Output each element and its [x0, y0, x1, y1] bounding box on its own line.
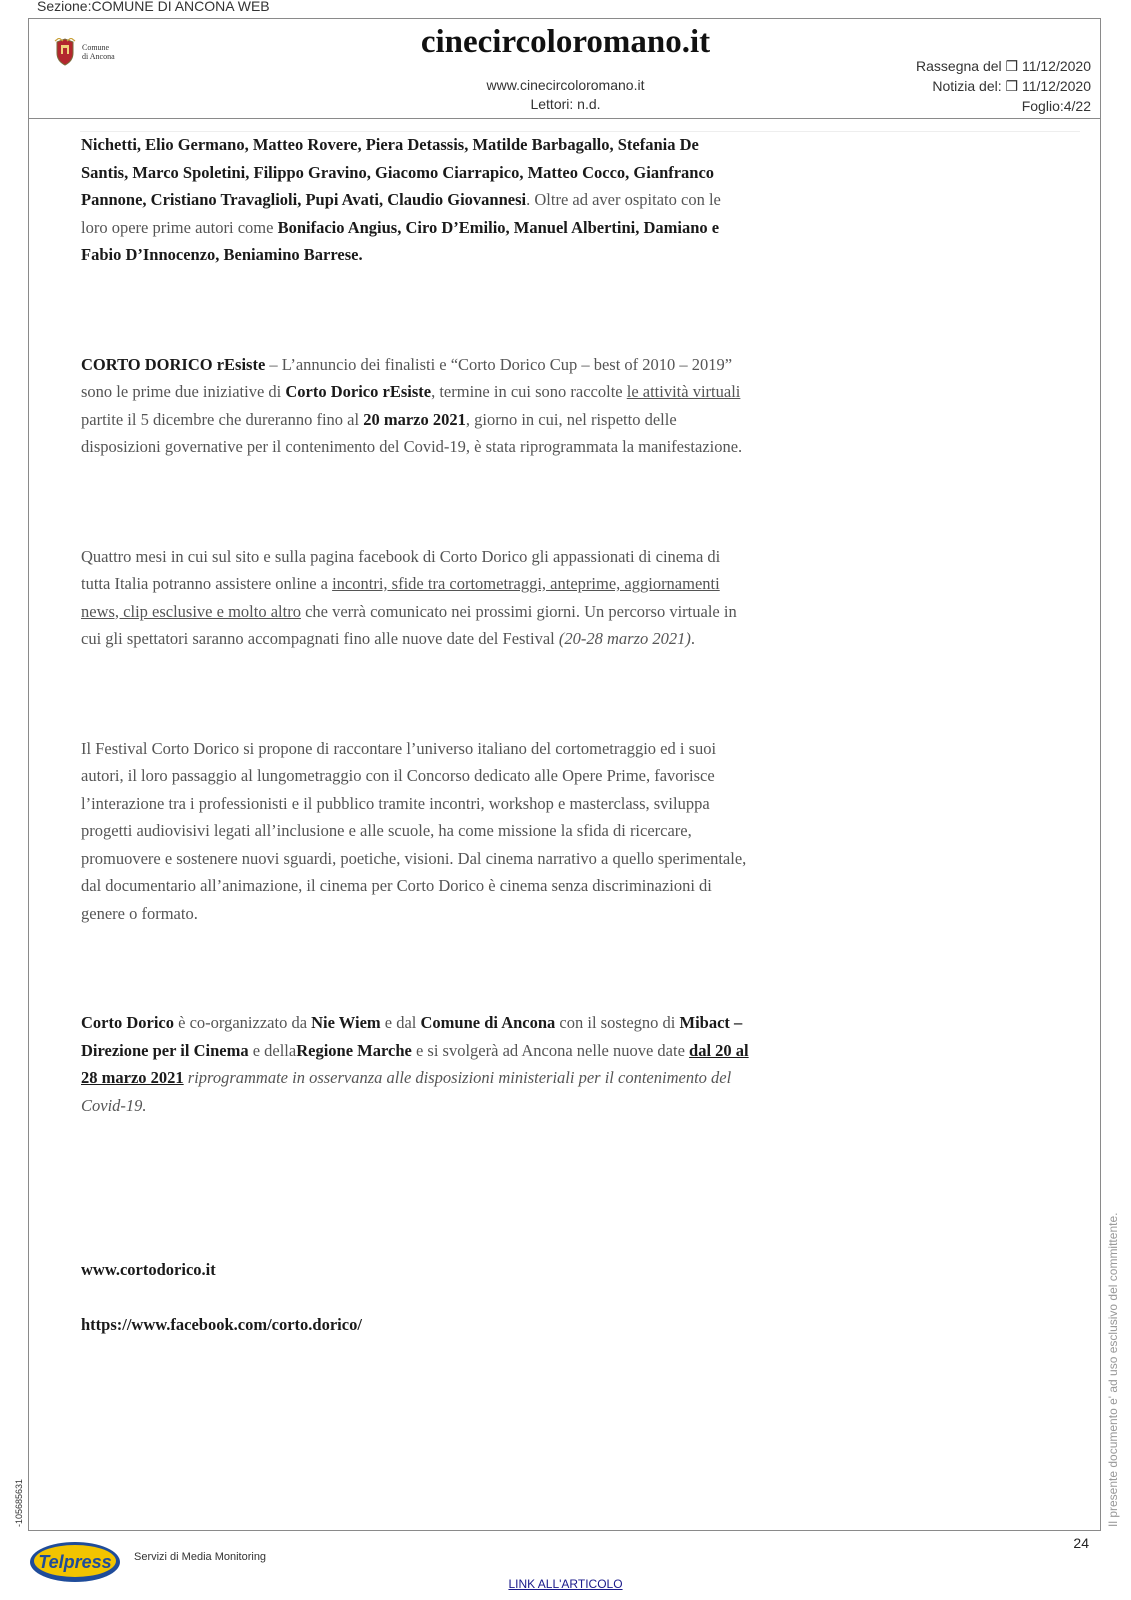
source-url: www.cinecircoloromano.it [486, 77, 645, 93]
text-run: e si svolgerà ad Ancona nelle nuove date [411, 1040, 690, 1060]
text-run: . Oltre ad aver ospitato con le loro opere prime autori come [81, 190, 721, 237]
text-run: e dal [380, 1013, 421, 1032]
readers-count: Lettori: n.d. [530, 96, 601, 112]
paragraph-organizers [81, 1009, 749, 1119]
text-run: . [690, 629, 696, 648]
text-run: incontri, sfide tra cortometraggi, anteprime, aggiornamenti news, clip esclusive e molto altro [81, 574, 720, 621]
text-run: Regione Marche [296, 1040, 412, 1060]
site-link[interactable]: www.cortodorico.it [81, 1260, 216, 1279]
text-run: le attività virtuali [626, 382, 741, 401]
notizia-date: Notizia del: ❒ 11/12/2020 [932, 78, 1091, 94]
article-body [81, 131, 749, 1338]
footer-service: Servizi di Media Monitoring [134, 1551, 267, 1563]
paragraph-festival [81, 735, 749, 928]
logo-line1: Comune [82, 43, 110, 52]
disclaimer-note: Il presente documento e' ad uso esclusivo del committente. [1106, 1212, 1120, 1527]
telpress-logo-text: Telpress [38, 1552, 112, 1572]
text-run: Comune di Ancona [420, 1013, 556, 1032]
paragraph-resiste [81, 351, 749, 461]
text-run: Bonifacio Angius, Ciro D’Emilio, Manuel Albertini, Damiano e Fabio D’Innocenzo, Beniamino Barrese. [81, 217, 720, 264]
article-link-container [0, 1577, 1131, 1591]
text-run: partite il 5 dicembre che dureranno fino al [81, 409, 364, 429]
text-run: , giorno in cui, nel rispetto delle disposizioni governative per il contenimento del Covid-19, è stata riprogrammata la manifestazione. [81, 409, 743, 456]
paragraph-four-months [81, 543, 749, 653]
text-run: Nichetti, Elio Germano, Matteo Rovere, Piera Detassis, Matilde Barbagallo, Stefania De Santis, Marco Spoletini, Filippo Gravino, Giacomo Ciarrapico, Matteo Cocco, Gianfranco Pannone, Cristiano Travaglioli, Pupi Avati, Claudio Giovannesi [81, 135, 715, 209]
paragraph-guests [81, 131, 749, 269]
text-run: Nie Wiem [311, 1013, 381, 1032]
section-label: Sezione:COMUNE DI ANCONA WEB [37, 0, 270, 14]
text-run: è co-organizzato da [174, 1013, 312, 1032]
text-run: Corto Dorico [81, 1013, 175, 1032]
text-run: 20 marzo 2021 [363, 409, 466, 429]
masthead: cinecircoloromano.it [420, 24, 711, 60]
text-run: Corto Dorico rEsiste [285, 382, 432, 401]
text-run: (20-28 marzo 2021) [558, 629, 691, 648]
text-run: e della [248, 1040, 297, 1060]
text-run: che verrà comunicato nei prossimi giorni. Un percorso virtuale in cui gli spettatori saranno accompagnati fino alle nuove date del Festival [81, 601, 737, 648]
text-run: dal 20 al 28 marzo 2021 [81, 1040, 749, 1087]
text-run: Mibact – Direzione per il Cinema [81, 1013, 743, 1060]
review-meta [916, 56, 1091, 116]
logo-line2: di Ancona [82, 52, 115, 61]
article-link[interactable]: LINK ALL'ARTICOLO [508, 1577, 623, 1591]
text-run: con il sostegno di [555, 1013, 680, 1032]
text-run: – L’annuncio dei finalisti e “Corto Dorico Cup – best of 2010 – 2019” sono le prime due iniziative di [81, 354, 733, 401]
page-number: 24 [1073, 1535, 1089, 1551]
text-run: riprogrammate in osservanza alle disposizioni ministeriali per il contenimento del Covid-19. [81, 1068, 732, 1115]
text-run: , termine in cui sono raccolte [431, 382, 627, 401]
text-run: Quattro mesi in cui sul sito e sulla pagina facebook di Corto Dorico gli appassionati di cinema di tutta Italia potranno assistere online a [81, 546, 721, 593]
document-id: -105685631 [14, 1478, 24, 1527]
rassegna-date: Rassegna del ❒ 11/12/2020 [916, 58, 1091, 74]
text-run: Il Festival Corto Dorico si propone di raccontare l’universo italiano del cortometraggio ed i suoi autori, il loro passaggio al lungometraggio con il Concorso dedicato alle Opere Prime, favorisce l’interazione tra i professionisti e il pubblico tramite incontri, workshop e masterclass, sviluppa progetti audiovisivi legati all’inclusione e alle scuole, ha come missione la sfida di ricercare, promuovere e sostenere nuovi sguardi, poetiche, visioni. Dal cinema narrativo a quello sperimentale, dal documentario all’animazione, il cinema per Corto Dorico è cinema senza discriminazioni di genere o formato. [81, 738, 747, 923]
foglio-number: Foglio:4/22 [1021, 98, 1091, 114]
text-run: CORTO DORICO rEsiste [81, 354, 266, 374]
header-divider [28, 118, 1101, 119]
facebook-link[interactable]: https://www.facebook.com/corto.dorico/ [81, 1314, 362, 1334]
